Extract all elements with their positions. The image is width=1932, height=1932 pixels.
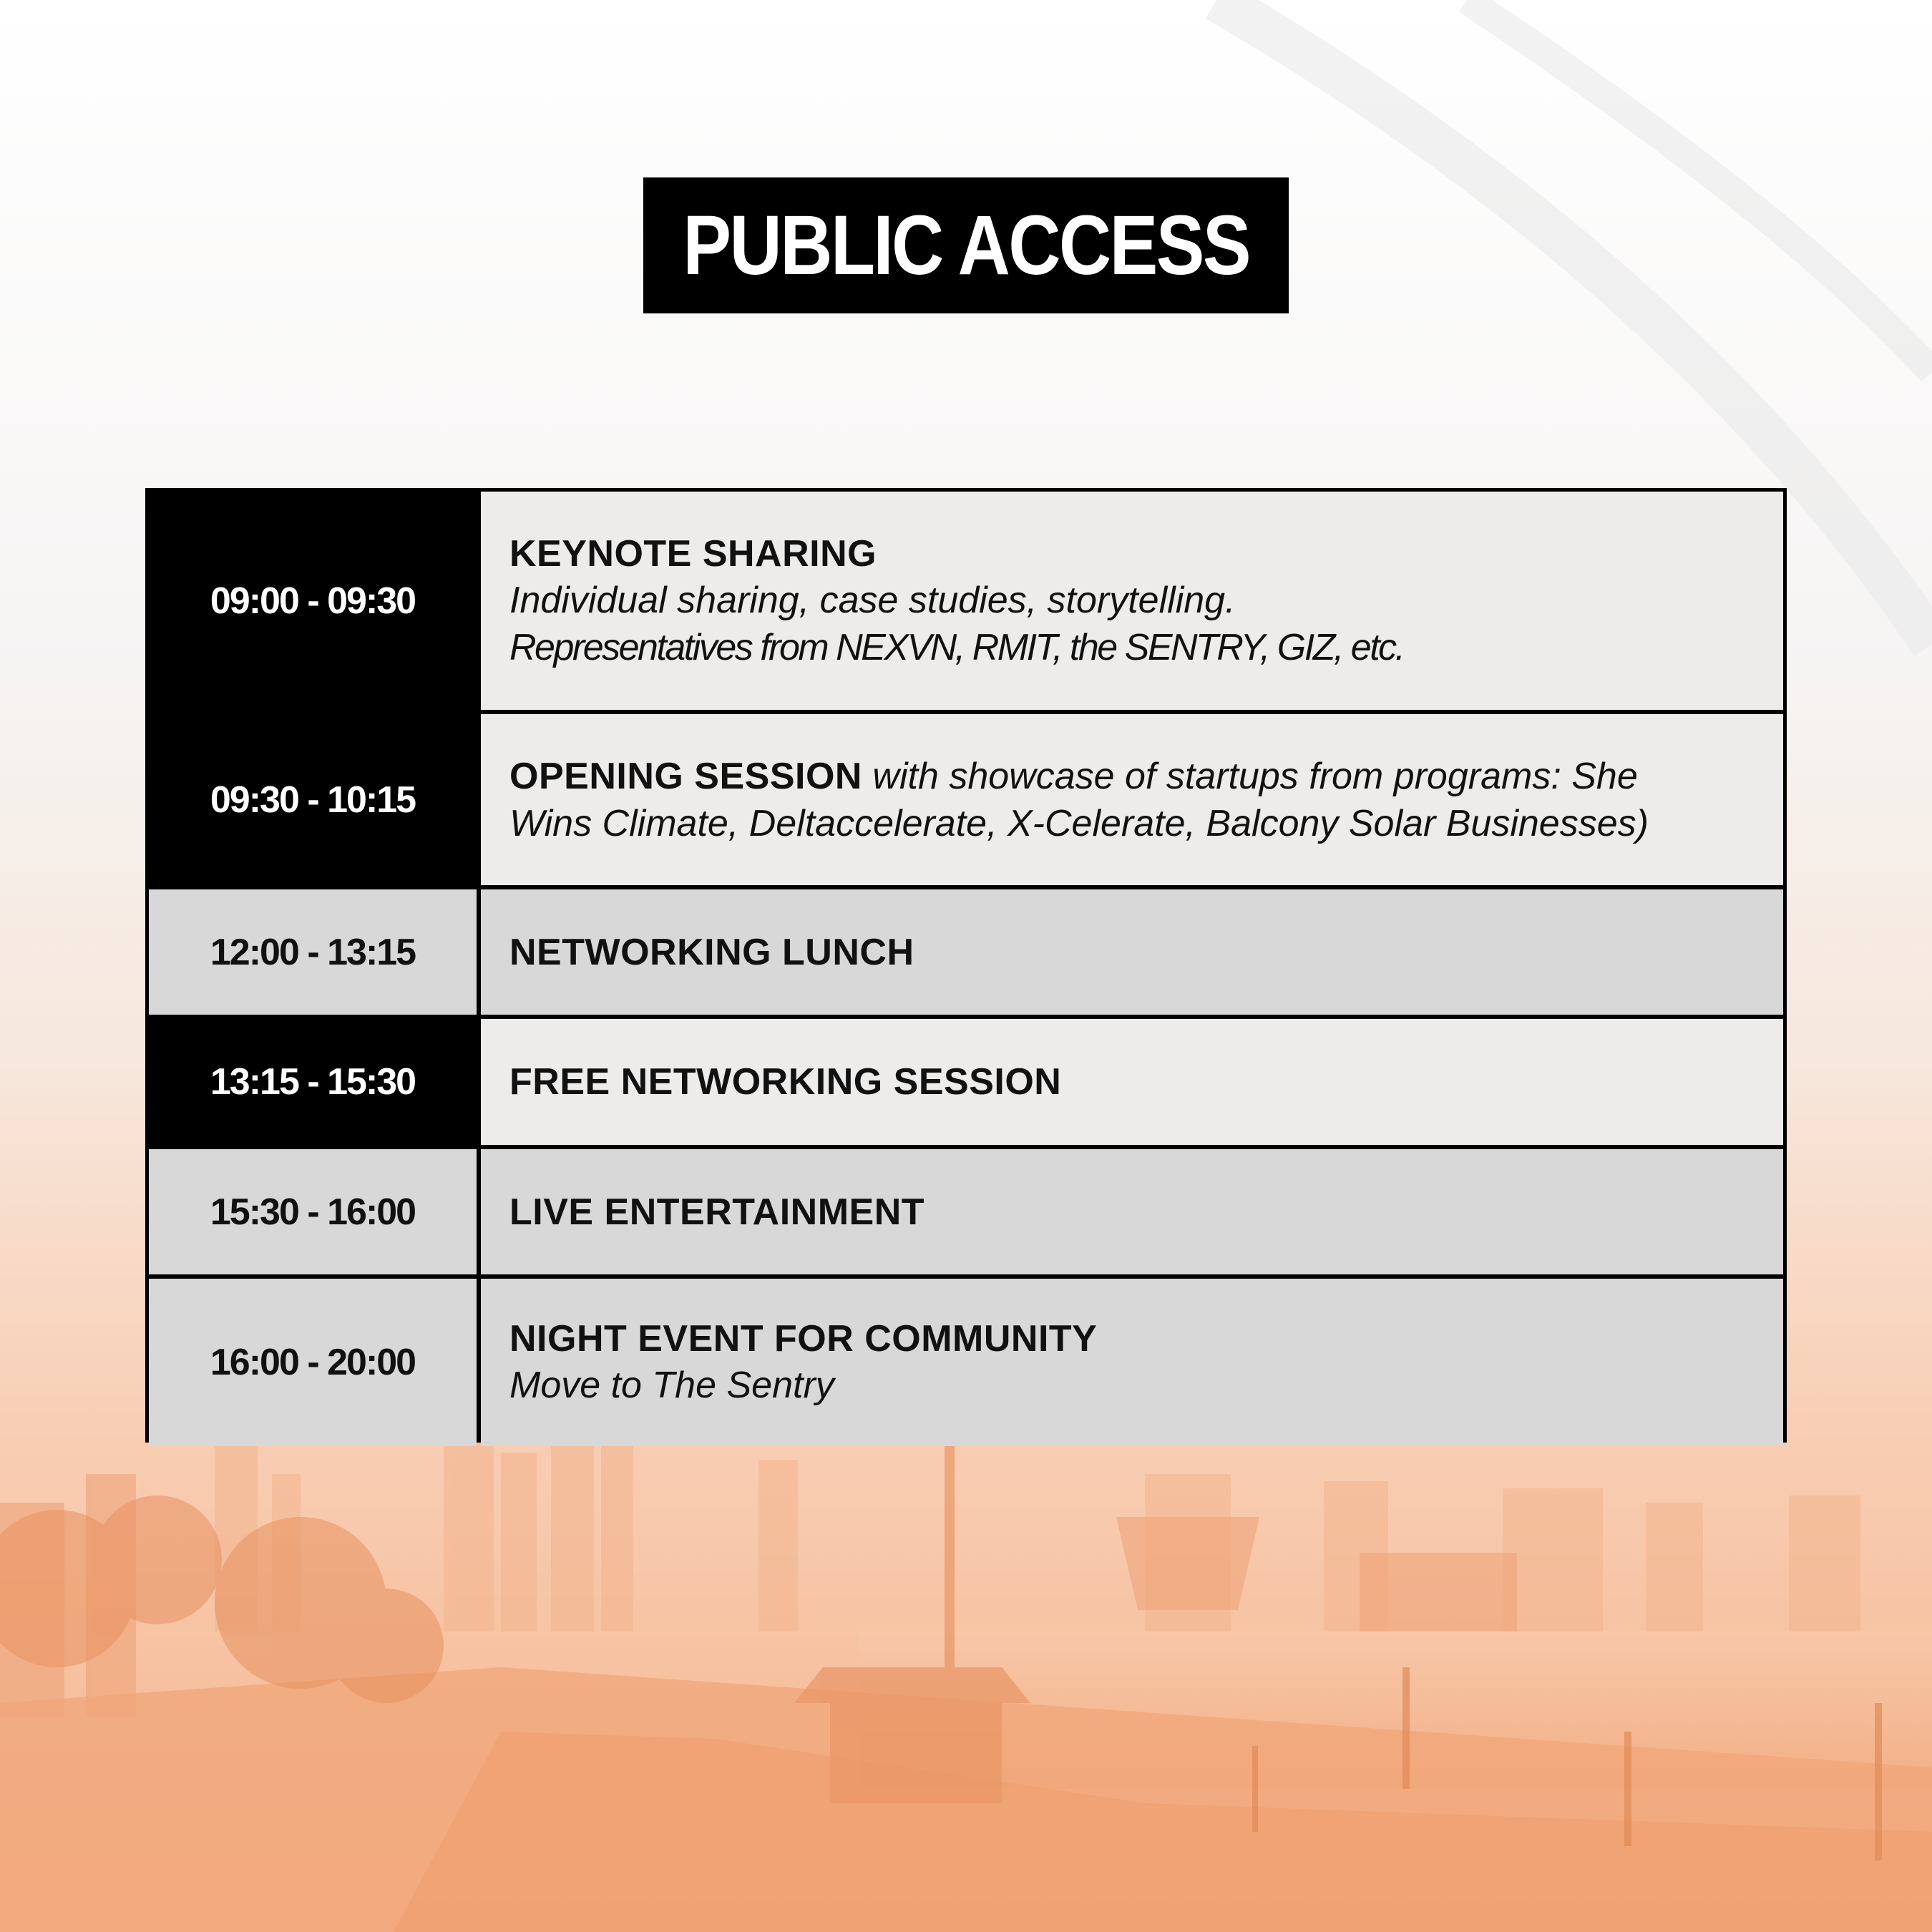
schedule-item-opening bbox=[481, 714, 1783, 885]
schedule-time: 09:30 - 10:15 bbox=[149, 714, 477, 885]
event-description: Move to The Sentry bbox=[509, 1365, 834, 1406]
schedule-item-entertainment bbox=[481, 1149, 1783, 1274]
schedule-item-lunch bbox=[481, 889, 1783, 1015]
event-title: NIGHT EVENT FOR COMMUNITY bbox=[509, 1318, 1098, 1360]
event-description: Individual sharing, case studies, storytelling. bbox=[509, 579, 1236, 621]
event-title: KEYNOTE SHARING bbox=[509, 532, 877, 575]
event-title: FREE NETWORKING SESSION bbox=[509, 1061, 1062, 1103]
schedule-item-night-event bbox=[481, 1279, 1783, 1446]
schedule-item-networking bbox=[481, 1019, 1783, 1145]
schedule-time: 15:30 - 16:00 bbox=[149, 1149, 477, 1274]
page-title: PUBLIC ACCESS bbox=[683, 198, 1249, 293]
event-title: OPENING SESSION bbox=[509, 755, 862, 797]
event-description: Wins Climate, Deltaccelerate, X-Celerate, Balcony Solar Businesses) bbox=[509, 802, 1649, 844]
event-description: with showcase of startups from programs: She bbox=[872, 755, 1638, 797]
event-line bbox=[509, 753, 1755, 800]
schedule-table bbox=[145, 488, 1787, 1443]
event-description: Representatives from NEXVN, RMIT, the SENTRY, GIZ, etc. bbox=[509, 626, 1404, 668]
schedule-time: 09:00 - 09:30 bbox=[149, 492, 477, 710]
schedule-item-keynote bbox=[481, 492, 1783, 710]
title-banner bbox=[643, 177, 1289, 313]
event-title: NETWORKING LUNCH bbox=[509, 931, 914, 973]
schedule-time: 16:00 - 20:00 bbox=[149, 1279, 477, 1446]
schedule-time: 13:15 - 15:30 bbox=[149, 1019, 477, 1145]
schedule-time: 12:00 - 13:15 bbox=[149, 889, 477, 1015]
event-title: LIVE ENTERTAINMENT bbox=[509, 1191, 925, 1233]
